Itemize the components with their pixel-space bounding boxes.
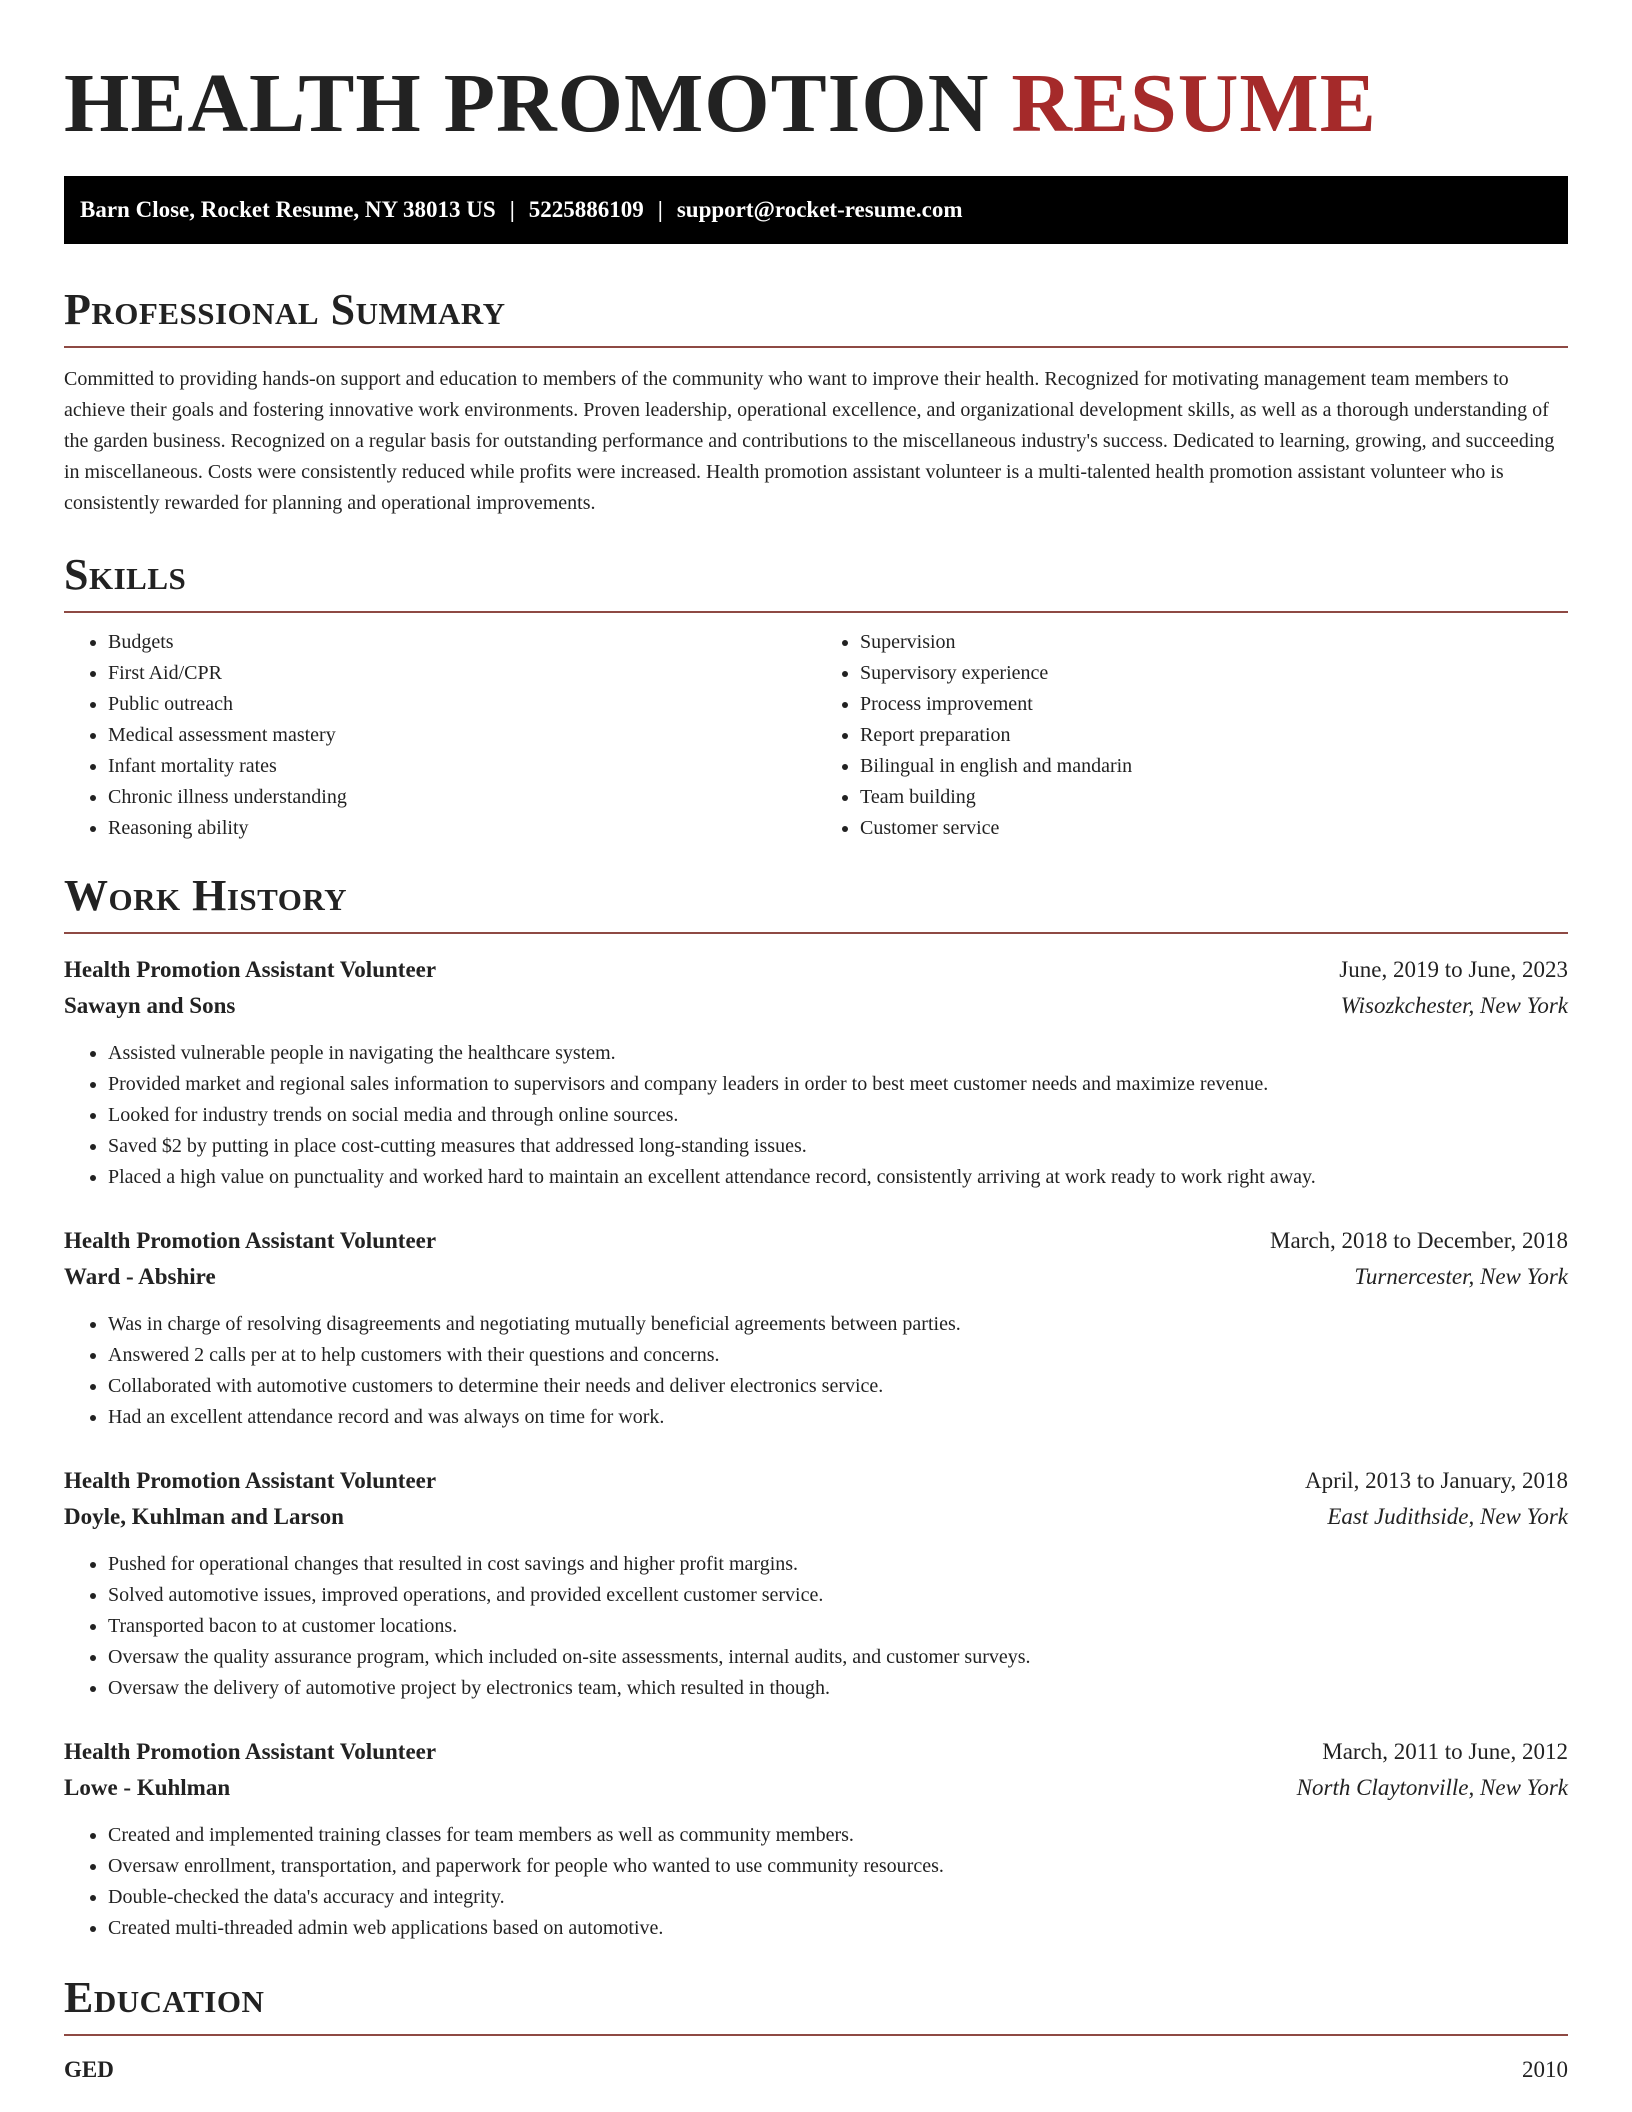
- job-entry: [64, 952, 1568, 1193]
- job-duty: • Saved $2 by putting in place cost-cutting measures that addressed long-standing issues.: [108, 1131, 1568, 1162]
- skill-item: • Team building: [860, 782, 1568, 813]
- title-main: HEALTH PROMOTION: [64, 57, 1012, 150]
- job-title: Health Promotion Assistant Volunteer: [64, 1739, 437, 1764]
- job-duty: • Had an excellent attendance record and was always on time for work.: [108, 1402, 1568, 1433]
- section-heading-skills: Skills: [64, 550, 187, 599]
- job-duty: • Assisted vulnerable people in navigating the healthcare system.: [108, 1038, 1568, 1069]
- job-header-row: [64, 1223, 1568, 1259]
- job-duty: • Placed a high value on punctuality and worked hard to maintain an excellent attendance record, consistently arriving at work ready to work right away.: [108, 1162, 1568, 1193]
- job-duty: • Pushed for operational changes that resulted in cost savings and higher profit margins.: [108, 1549, 1568, 1580]
- education-section: [64, 1972, 1568, 2086]
- job-company-row: [64, 1259, 1568, 1295]
- skill-item: • Infant mortality rates: [108, 751, 816, 782]
- job-duties-list: [64, 1549, 1568, 1704]
- job-company-row: [64, 1770, 1568, 1806]
- skills-list-left: [64, 627, 816, 844]
- job-duty: • Double-checked the data's accuracy and integrity.: [108, 1882, 1568, 1913]
- section-divider: [64, 932, 1568, 934]
- job-duty: • Provided market and regional sales information to supervisors and company leaders in order to best meet customer needs and maximize revenue.: [108, 1069, 1568, 1100]
- title-accent: RESUME: [1011, 57, 1377, 150]
- job-duty: • Oversaw enrollment, transportation, and paperwork for people who wanted to use community resources.: [108, 1851, 1568, 1882]
- skill-item: • Public outreach: [108, 689, 816, 720]
- contact-address: Barn Close, Rocket Resume, NY 38013 US: [80, 197, 496, 222]
- skill-item: • Reasoning ability: [108, 813, 816, 844]
- skill-item: • Bilingual in english and mandarin: [860, 751, 1568, 782]
- job-header-row: [64, 1463, 1568, 1499]
- job-company: Sawayn and Sons: [64, 993, 236, 1018]
- job-duty: • Oversaw the quality assurance program, which included on-site assessments, internal audits, and customer surveys.: [108, 1642, 1568, 1673]
- job-location: Turnercester, New York: [1354, 1264, 1568, 1289]
- job-duty: • Transported bacon to at customer locations.: [108, 1611, 1568, 1642]
- job-duty: • Collaborated with automotive customers to determine their needs and deliver electronics service.: [108, 1371, 1568, 1402]
- section-heading-work-history: Work History: [64, 871, 348, 920]
- education-year: 2010: [1522, 2057, 1568, 2082]
- section-divider: [64, 2034, 1568, 2036]
- job-duties-list: [64, 1309, 1568, 1433]
- job-dates: March, 2011 to June, 2012: [1322, 1739, 1568, 1764]
- education-entry: [64, 2054, 1568, 2086]
- job-title: Health Promotion Assistant Volunteer: [64, 1468, 437, 1493]
- contact-separator: |: [657, 197, 663, 222]
- job-entry: [64, 1463, 1568, 1704]
- job-company-row: [64, 1499, 1568, 1535]
- job-duties-list: [64, 1038, 1568, 1193]
- job-header-row: [64, 1734, 1568, 1770]
- job-dates: June, 2019 to June, 2023: [1339, 957, 1568, 982]
- job-duty: • Answered 2 calls per at to help customers with their questions and concerns.: [108, 1340, 1568, 1371]
- skill-item: • Supervision: [860, 627, 1568, 658]
- job-location: East Judithside, New York: [1327, 1504, 1568, 1529]
- education-degree: GED: [64, 2057, 114, 2082]
- skills-section: [64, 549, 1568, 844]
- skill-item: • Report preparation: [860, 720, 1568, 751]
- job-company: Lowe - Kuhlman: [64, 1775, 231, 1800]
- contact-bar: [64, 176, 1568, 244]
- job-duty: • Looked for industry trends on social media and through online sources.: [108, 1100, 1568, 1131]
- skill-item: • Customer service: [860, 813, 1568, 844]
- section-heading-summary: Professional Summary: [64, 285, 506, 334]
- job-entry: [64, 1734, 1568, 1944]
- job-dates: March, 2018 to December, 2018: [1270, 1228, 1568, 1253]
- job-duty: • Oversaw the delivery of automotive project by electronics team, which resulted in though.: [108, 1673, 1568, 1704]
- skills-list-right: [816, 627, 1568, 844]
- contact-phone: 5225886109: [528, 197, 644, 222]
- contact-separator: |: [509, 197, 515, 222]
- section-divider: [64, 611, 1568, 613]
- job-duty: • Created multi-threaded admin web applications based on automotive.: [108, 1913, 1568, 1944]
- job-location: Wisozkchester, New York: [1340, 993, 1568, 1018]
- job-duty: • Was in charge of resolving disagreements and negotiating mutually beneficial agreements between parties.: [108, 1309, 1568, 1340]
- skill-item: • Medical assessment mastery: [108, 720, 816, 751]
- job-title: Health Promotion Assistant Volunteer: [64, 957, 437, 982]
- skill-item: • Supervisory experience: [860, 658, 1568, 689]
- work-history-section: [64, 870, 1568, 1944]
- skill-item: • Chronic illness understanding: [108, 782, 816, 813]
- summary-section: [64, 284, 1568, 519]
- job-company: Doyle, Kuhlman and Larson: [64, 1504, 344, 1529]
- job-location: North Claytonville, New York: [1296, 1775, 1568, 1800]
- skills-columns: [64, 627, 1568, 844]
- job-title: Health Promotion Assistant Volunteer: [64, 1228, 437, 1253]
- job-dates: April, 2013 to January, 2018: [1305, 1468, 1568, 1493]
- contact-email: support@rocket-resume.com: [676, 197, 963, 222]
- job-duties-list: [64, 1820, 1568, 1944]
- job-duty: • Created and implemented training classes for team members as well as community members.: [108, 1820, 1568, 1851]
- job-company-row: [64, 988, 1568, 1024]
- job-duty: • Solved automotive issues, improved operations, and provided excellent customer service.: [108, 1580, 1568, 1611]
- section-heading-education: Education: [64, 1973, 265, 2022]
- resume-title: [64, 0, 1568, 152]
- summary-text: Committed to providing hands-on support and education to members of the community who want to improve their health. Recognized for motivating management team members to achieve their goals and fostering innovative work environments. Proven leadership, operational excellence, and organizational development skills, as well as a thorough understanding of the garden business. Recognized on a regular basis for outstanding performance and contributions to the miscellaneous industry's success. Dedicated to learning, growing, and succeeding in miscellaneous. Costs were consistently reduced while profits were increased. Health promotion assistant volunteer is a multi-talented health promotion assistant volunteer who is consistently rewarded for planning and operational improvements.: [64, 368, 1555, 514]
- skill-item: • Process improvement: [860, 689, 1568, 720]
- job-entry: [64, 1223, 1568, 1433]
- section-divider: [64, 346, 1568, 348]
- skill-item: • Budgets: [108, 627, 816, 658]
- skill-item: • First Aid/CPR: [108, 658, 816, 689]
- job-company: Ward - Abshire: [64, 1264, 216, 1289]
- job-header-row: [64, 952, 1568, 988]
